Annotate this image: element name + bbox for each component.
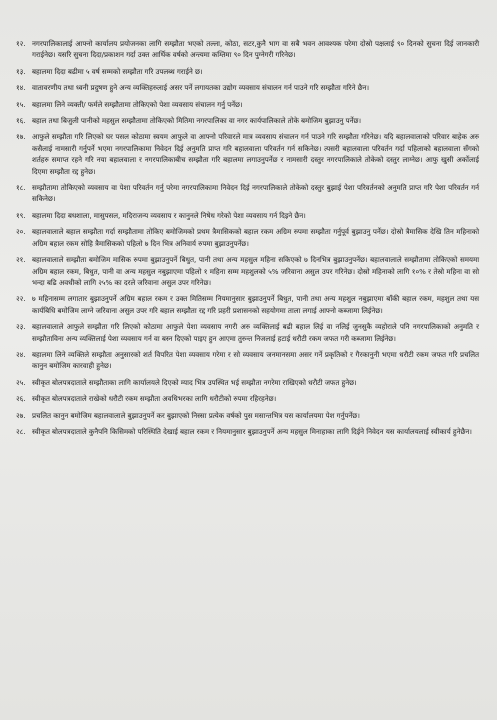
clause-number: १३. xyxy=(16,66,26,76)
clause-text: बहालमा लिने व्यक्ती/ फर्मले सम्झौतामा तोकिएको पेशा व्यवसाय संचालन गर्नु पर्नेछ। xyxy=(32,99,243,109)
clause-text: बहाल तथा बिजुली पानीको महसुल सम्झौतामा तोकिएको मितिमा नगरपालिका वा नगर कार्यपालिकाले तोके बमोजिम बुझाउनु पर्नेछ। xyxy=(32,116,362,126)
clause-27 xyxy=(16,410,479,421)
clause-12 xyxy=(16,38,479,61)
clause-text: स्वीकृत बोलपत्रदाताले सम्झौताका लागि कार्यालयले दिएको म्याद भित्र उपस्थित भई सम्झौता नगरेमा राखिएको धरौटी जफत हुनेछ। xyxy=(32,377,357,387)
clause-number: २८. xyxy=(16,426,26,436)
clause-24 xyxy=(16,349,479,372)
clause-number: २५. xyxy=(16,377,26,387)
clause-16 xyxy=(16,115,479,126)
clause-text: बहालवालाले सम्झौता बमोजिम मासिक रुपमा बुझाउनुपर्ने बिधुत, पानी तथा अन्य महसुल महिना सकिएको ७ दिनभित्र बुझाउनुपर्नेछ। बहालवालाले सम्झौतामा तोकिएको समयमा अग्रिम बहाल रकम, बिधुत, पानी वा अन्य महसुल नबुझाएमा पहिलो १ महिना सम्म महशुलको ५% जरिवाना असुल उपर गरिनेछ। दोस्रो महिनाको लागि १०% र तेस्रो महिना वा सो भन्दा बढि अवधीको लागि २५% का दरले जरिवाना असुल उपर गरिनेछ। xyxy=(32,255,479,287)
clause-13 xyxy=(16,66,479,77)
clause-number: २६. xyxy=(16,394,26,404)
clause-15 xyxy=(16,99,479,110)
clause-text: ७ महिनासम्म लगातार बुझाउनुपर्ने अग्रिम बहाल रकम र उक्त मितिसम्म नियमानुसार बुझाउनुपर्ने बिधुत, पानी तथा अन्य महशुल नबुझाएमा बाँकी बहाल रकम, महशुल तथा यस कार्यबिधि बमोजिम लाग्ने जरिवाना असुल उपर गरि बहाल सम्झौता रद्द गरि प्रहरी प्रशासनको सहयोगमा ताला लगाई आफ्नो कब्जामा लिईनेछ। xyxy=(32,294,479,315)
clause-number: २२. xyxy=(16,294,26,304)
clause-text: नगरपालिकालाई आफ्नो कार्यालय प्रयोजनका लागि सम्झौता भएको तल्ला, कोठा, सटर,कुनै भाग वा सबै भवन आवश्यक परेमा दोस्रो पक्षलाई ९० दिनको सुचना दिई जानकारी गराईनेछ। यसरि सुचना दिदा/प्रकाशन गर्दा उक्त आर्थिक वर्षको अन्त्यमा कम्तिमा ९० दिन पुग्नेगरी गरिनेछ। xyxy=(32,39,479,60)
clause-text: बहालमा दिदा बधशाला, मासुपसल, मदिराजन्य व्यवसाय र कानुनले निषेध गरेको पेशा व्यवसाय गर्न दिइने छैन। xyxy=(32,210,306,220)
clause-number: १४. xyxy=(16,83,26,93)
clause-text: बहालमा लिने व्यक्तिले सम्झौता अनुसारको शर्त विपरित पेशा व्यवसाय गरेमा र सो व्यवसाय जनमानसमा असर गर्ने प्रकृतिको र गैरकानुनी भएमा धरौटी रकम जफत गरि प्रचलित कानुन बमोजिम कारवाही हुनेछ। xyxy=(32,349,479,371)
clause-text: बहालवालाले बहाल सम्झौता गर्दा सम्झौतामा तोकिए बमोजिमको प्रथम त्रैमासिकको बहाल रकम अग्रिम रुपमा सम्झौता गर्नुपूर्व बुझाउनु पर्नेछ। दोस्रो त्रैमासिक देखि तिन महिनाको अग्रिम बहाल रकम सोहि त्रैमासिकको पहिलो ७ दिन भित्र अनिवार्य रुपमा बुझाउनुपर्नेछ। xyxy=(32,227,479,248)
clause-number: १२. xyxy=(16,39,26,48)
clause-number: १५. xyxy=(16,99,26,109)
clause-21 xyxy=(16,254,479,288)
clause-number: २४. xyxy=(16,349,26,359)
clause-number: २७. xyxy=(16,410,26,420)
clause-26 xyxy=(16,393,479,404)
clause-text: प्रचलित कानुन बमोजिम बहालवालाले बुझाउनुपर्ने कर बुझाएको निस्सा प्रत्येक वर्षको पुस मसान्तभित्र यस कार्यालयमा पेश गर्नुपर्नेछ। xyxy=(32,410,360,420)
clause-number: २३. xyxy=(16,322,26,332)
clause-text: सम्झौतामा तोकिएको व्यवसाय वा पेशा परिवर्तन गर्नु परेमा नगरपालिकामा निवेदन दिई नगरपालिकाले तोकेको दस्तुर बुझाई पेशा परिवर्तनको अनुमति प्राप्त गरि पेशा परिवर्तन गर्न सकिनेछ। xyxy=(32,183,479,204)
clause-text: बहालवालाले आफुले सम्झौता गरि लिएको कोठामा आफुले पेशा व्यवसाय नगरी अरु व्यक्तिलाई बढी बहाल लिई वा नलिई जुनसुकै व्यहोराले पनि नगरपालिकाको अनुमति र सम्झौताविना अन्य व्यक्तिलाई पेशा व्यवसाय गर्न वा बस्न दिएको पाइए हुन आएमा तुरुन्त निजलाई हटाई धरौटी रकम जफत गरी कब्जामा लिईनेछ। xyxy=(32,322,479,343)
clause-28 xyxy=(16,426,479,437)
clause-14 xyxy=(16,82,479,93)
clause-text: बहालमा दिदा बढीमा ५ वर्ष सम्मको सम्झौता गरि उपलब्ध गराईने छ। xyxy=(32,66,203,76)
clause-23 xyxy=(16,321,479,344)
clause-text: वातावरणीय तथा ध्वनी प्रदुषण हुने अन्य व्यक्तिहरुलाई असर पर्ने लगायतका उद्योग व्यवसाय संचालन गर्न पाउने गरि सम्झौता गरिने छैन। xyxy=(32,83,370,93)
clause-22 xyxy=(16,293,479,316)
clause-text: स्वीकृत बोलपत्रदाताले कुनैपनि किसिमको परिस्थिति देखाई बहाल रकम र नियमानुसार बुझाउनुपर्ने अन्य महसुल मिनाहाका लागि दिईने निवेदन यस कार्यालयलाई स्वीकार्य हुनेछैन। xyxy=(32,426,472,436)
clause-17 xyxy=(16,131,479,177)
clause-number: १८. xyxy=(16,183,26,193)
clause-number: १९. xyxy=(16,210,26,220)
clause-number: १७. xyxy=(16,132,26,142)
clause-20 xyxy=(16,226,479,249)
clause-text: स्वीकृत बोलपत्रदाताले राखेको धरौटी रकम सम्झौता अवधिभरका लागि धरौटीको रुपमा रहिरहनेछ। xyxy=(32,394,277,404)
clause-number: १६. xyxy=(16,116,26,126)
clause-19 xyxy=(16,210,479,221)
clause-25 xyxy=(16,377,479,388)
clause-text: आफुले सम्झौता गरि लिएको घर पसल कोठामा स्वयम आफुले वा आफ्नो परिवारले मात्र व्यवसाय संचालन गर्न पाउने गरि सम्झौता गरिनेछ। यदि बहालवालाको परिवार बाहेक अरु कसैलाई नामसारी गर्नुपर्ने भएमा नगरपालिकामा निवेदन दिई अनुमति प्राप्त गरि बहालवाला परिवर्तन गर्न सकिनेछ। त्यसरी बहालवाला परिवर्तन गर्दा पहिलाको बहालवाला सँगको शर्तहरु समाप्त रहने गरि नया बहालवाला र नगरपालिकाबीच सम्झौता गरि बहालमा लगाउनुपर्नेछ र नामसारी दस्तुर नगरपालिकाले तोकेको दस्तुर लाग्नेछ। आफु खुसी अर्कोलाई दिएमा सम्झौता रद्द हुनेछ। xyxy=(32,132,479,176)
clause-number: २१. xyxy=(16,255,26,265)
clause-18 xyxy=(16,182,479,205)
clause-number: २०. xyxy=(16,227,26,237)
